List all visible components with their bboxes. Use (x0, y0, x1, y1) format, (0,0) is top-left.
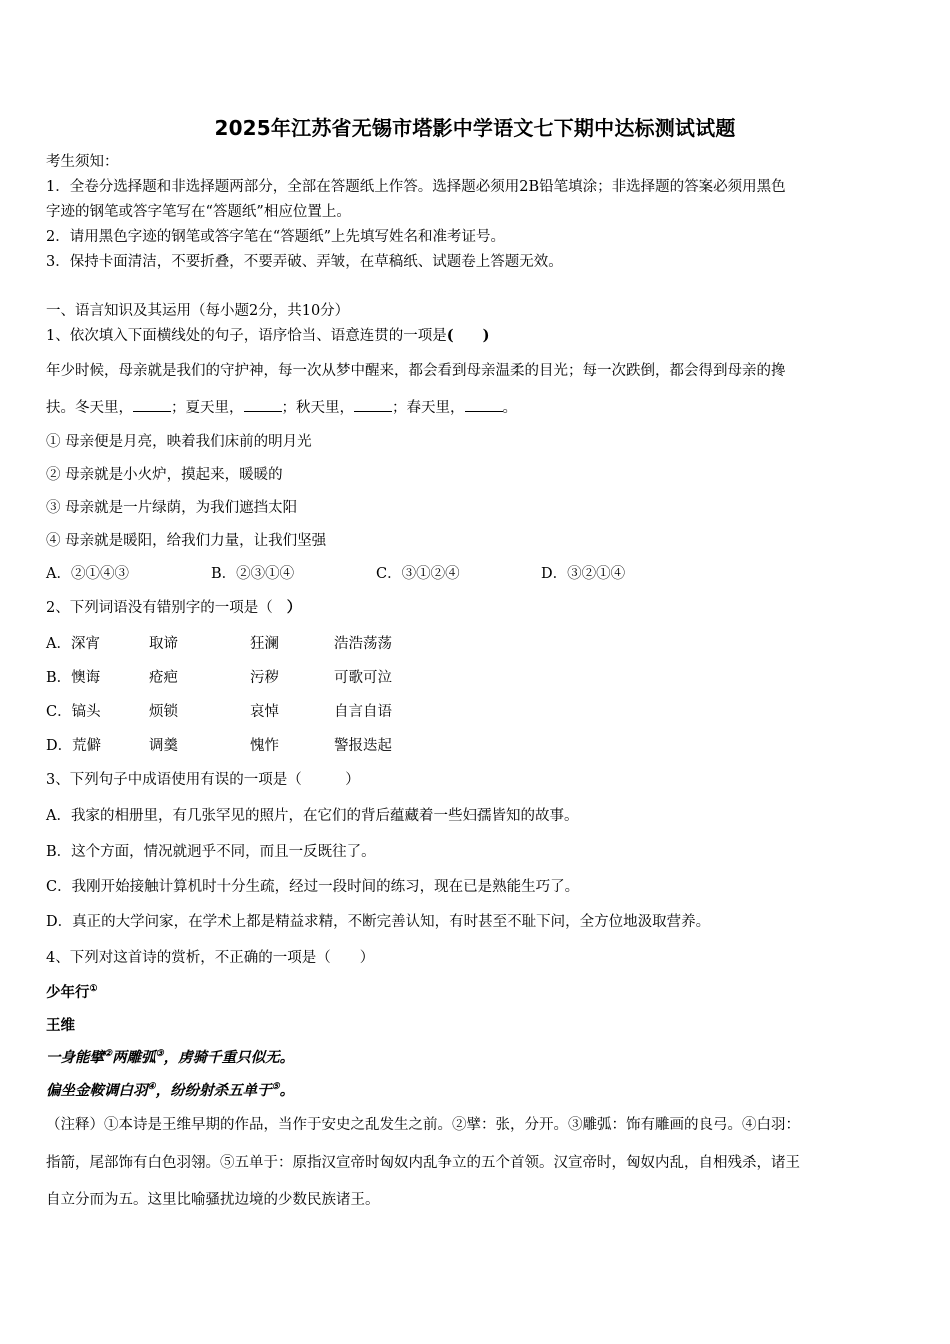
question-2-stem (46, 598, 301, 618)
poem-line-2 (46, 1081, 294, 1101)
note-marker: ① (89, 984, 98, 994)
word: 自言自语 (334, 704, 392, 720)
question-2-option-c: C．镐头 (46, 704, 101, 720)
notice-item: 3．保持卡面清洁，不要折叠，不要弄破、弄皱，在草稿纸、试题卷上答题无效。 (46, 254, 563, 270)
word: 哀悼 (250, 704, 279, 720)
question-1-item: ① 母亲便是月亮，映着我们床前的明月光 (46, 434, 312, 450)
page-title: 2025年江苏省无锡市塔影中学语文七下期中达标测试试题 (214, 116, 736, 140)
word: 烦锁 (149, 704, 178, 720)
question-1-option-b: B．②③①④ (211, 566, 295, 582)
note-marker: ⑤ (271, 1082, 280, 1092)
question-1-option-a: A．②①④③ (46, 566, 129, 582)
question-4-stem: 4、下列对这首诗的赏析，不正确的一项是（ ） (46, 950, 375, 966)
question-1-item: ② 母亲就是小火炉，摸起来，暖暖的 (46, 467, 283, 483)
question-3-option-b: B．这个方面，情况就迥乎不同，而且一反既往了。 (46, 844, 376, 860)
passage-segment: ；夏天里， (171, 400, 244, 416)
passage-segment: 。 (502, 400, 517, 416)
poem-line-1 (46, 1048, 294, 1068)
question-3-stem: 3、下列句子中成语使用有误的一项是（ ） (46, 772, 360, 788)
poem-title-text: 少年行 (46, 984, 90, 1001)
word: 污秽 (250, 670, 279, 686)
note-marker: ④ (147, 1082, 156, 1092)
word: 取谛 (149, 636, 178, 652)
question-1-passage: 年少时候，母亲就是我们的守护神，每一次从梦中醒来，都会看到母亲温柔的目光；每一次跌倒，都会得到母亲的搀 (46, 363, 786, 379)
question-1-option-c: C．③①②④ (376, 566, 460, 582)
fill-blank (133, 399, 171, 412)
word: 狂澜 (250, 636, 279, 652)
poem-author: 王维 (46, 1017, 75, 1034)
question-1-answer-paren: ( ) (446, 327, 490, 344)
poem-title (46, 983, 98, 1003)
poem-segment: ，纷纷射杀五单于 (155, 1082, 272, 1099)
section-heading: 一、语言知识及其运用（每小题2分，共10分） (46, 303, 350, 319)
poem-segment: 。 (279, 1082, 295, 1099)
question-1-item: ③ 母亲就是一片绿荫，为我们遮挡太阳 (46, 500, 298, 516)
passage-segment: ；秋天里， (281, 400, 354, 416)
word: 可歌可泣 (334, 670, 392, 686)
question-2-option-d: D．荒僻 (46, 738, 102, 754)
note-marker: ③ (155, 1049, 164, 1059)
fill-blank (244, 399, 282, 412)
passage-segment: 扶。冬天里， (46, 400, 133, 416)
word: 疮疤 (149, 670, 178, 686)
notice-item: 2．请用黑色字迹的钢笔或答字笔在“答题纸”上先填写姓名和准考证号。 (46, 229, 506, 245)
poem-notes: （注释）①本诗是王维早期的作品，当作于安史之乱发生之前。②擘：张，分开。③雕弧：饰有雕画的良弓。④白羽： (46, 1117, 800, 1133)
word: 调羹 (149, 738, 178, 754)
poem-segment: 两雕弧 (112, 1049, 156, 1066)
fill-blank (465, 399, 503, 412)
notice-item: 字迹的钢笔或答字笔写在“答题纸”相应位置上。 (46, 204, 351, 220)
question-2-stem-text: 2、下列词语没有错别字的一项是（ (46, 600, 273, 616)
question-1-passage-blanks (46, 398, 517, 418)
word: 警报迭起 (334, 738, 392, 754)
question-1-option-d: D．③②①④ (541, 566, 626, 582)
notice-heading: 考生须知： (46, 154, 119, 170)
poem-notes: 指箭，尾部饰有白色羽翎。⑤五单于：原指汉宣帝时匈奴内乱争立的五个首领。汉宣帝时，匈奴内乱，自相残杀，诸王 (46, 1155, 800, 1171)
question-1-item: ④ 母亲就是暖阳，给我们力量，让我们坚强 (46, 533, 327, 549)
question-1-stem (46, 326, 489, 346)
fill-blank (354, 399, 392, 412)
question-3-option-a: A．我家的相册里，有几张罕见的照片，在它们的背后蕴藏着一些妇孺皆知的故事。 (46, 808, 579, 824)
question-1-stem-text: 1、依次填入下面横线处的句子，语序恰当、语意连贯的一项是 (46, 328, 447, 344)
question-2-option-b: B．懊诲 (46, 670, 101, 686)
poem-notes: 自立分而为五。这里比喻骚扰边境的少数民族诸王。 (46, 1192, 380, 1208)
notice-item: 1．全卷分选择题和非选择题两部分，全部在答题纸上作答。选择题必须用2B铅笔填涂；非选择题的答案必须用黑色 (46, 179, 786, 195)
poem-segment: ，虏骑千重只似无。 (163, 1049, 295, 1066)
poem-segment: 一身能擘 (46, 1049, 104, 1066)
word: 愧怍 (250, 738, 279, 754)
word: 浩浩荡荡 (334, 636, 392, 652)
question-2-option-a: A．深宵 (46, 636, 100, 652)
passage-segment: ；春天里， (392, 400, 465, 416)
question-3-option-c: C．我刚开始接触计算机时十分生疏，经过一段时间的练习，现在已是熟能生巧了。 (46, 879, 580, 895)
question-3-option-d: D．真正的大学问家，在学术上都是精益求精，不断完善认知，有时甚至不耻下问，全方位地汲取营养。 (46, 914, 711, 930)
note-marker: ② (104, 1049, 113, 1059)
poem-segment: 偏坐金鞍调白羽 (46, 1082, 148, 1099)
question-2-answer-paren: ） (286, 599, 302, 616)
